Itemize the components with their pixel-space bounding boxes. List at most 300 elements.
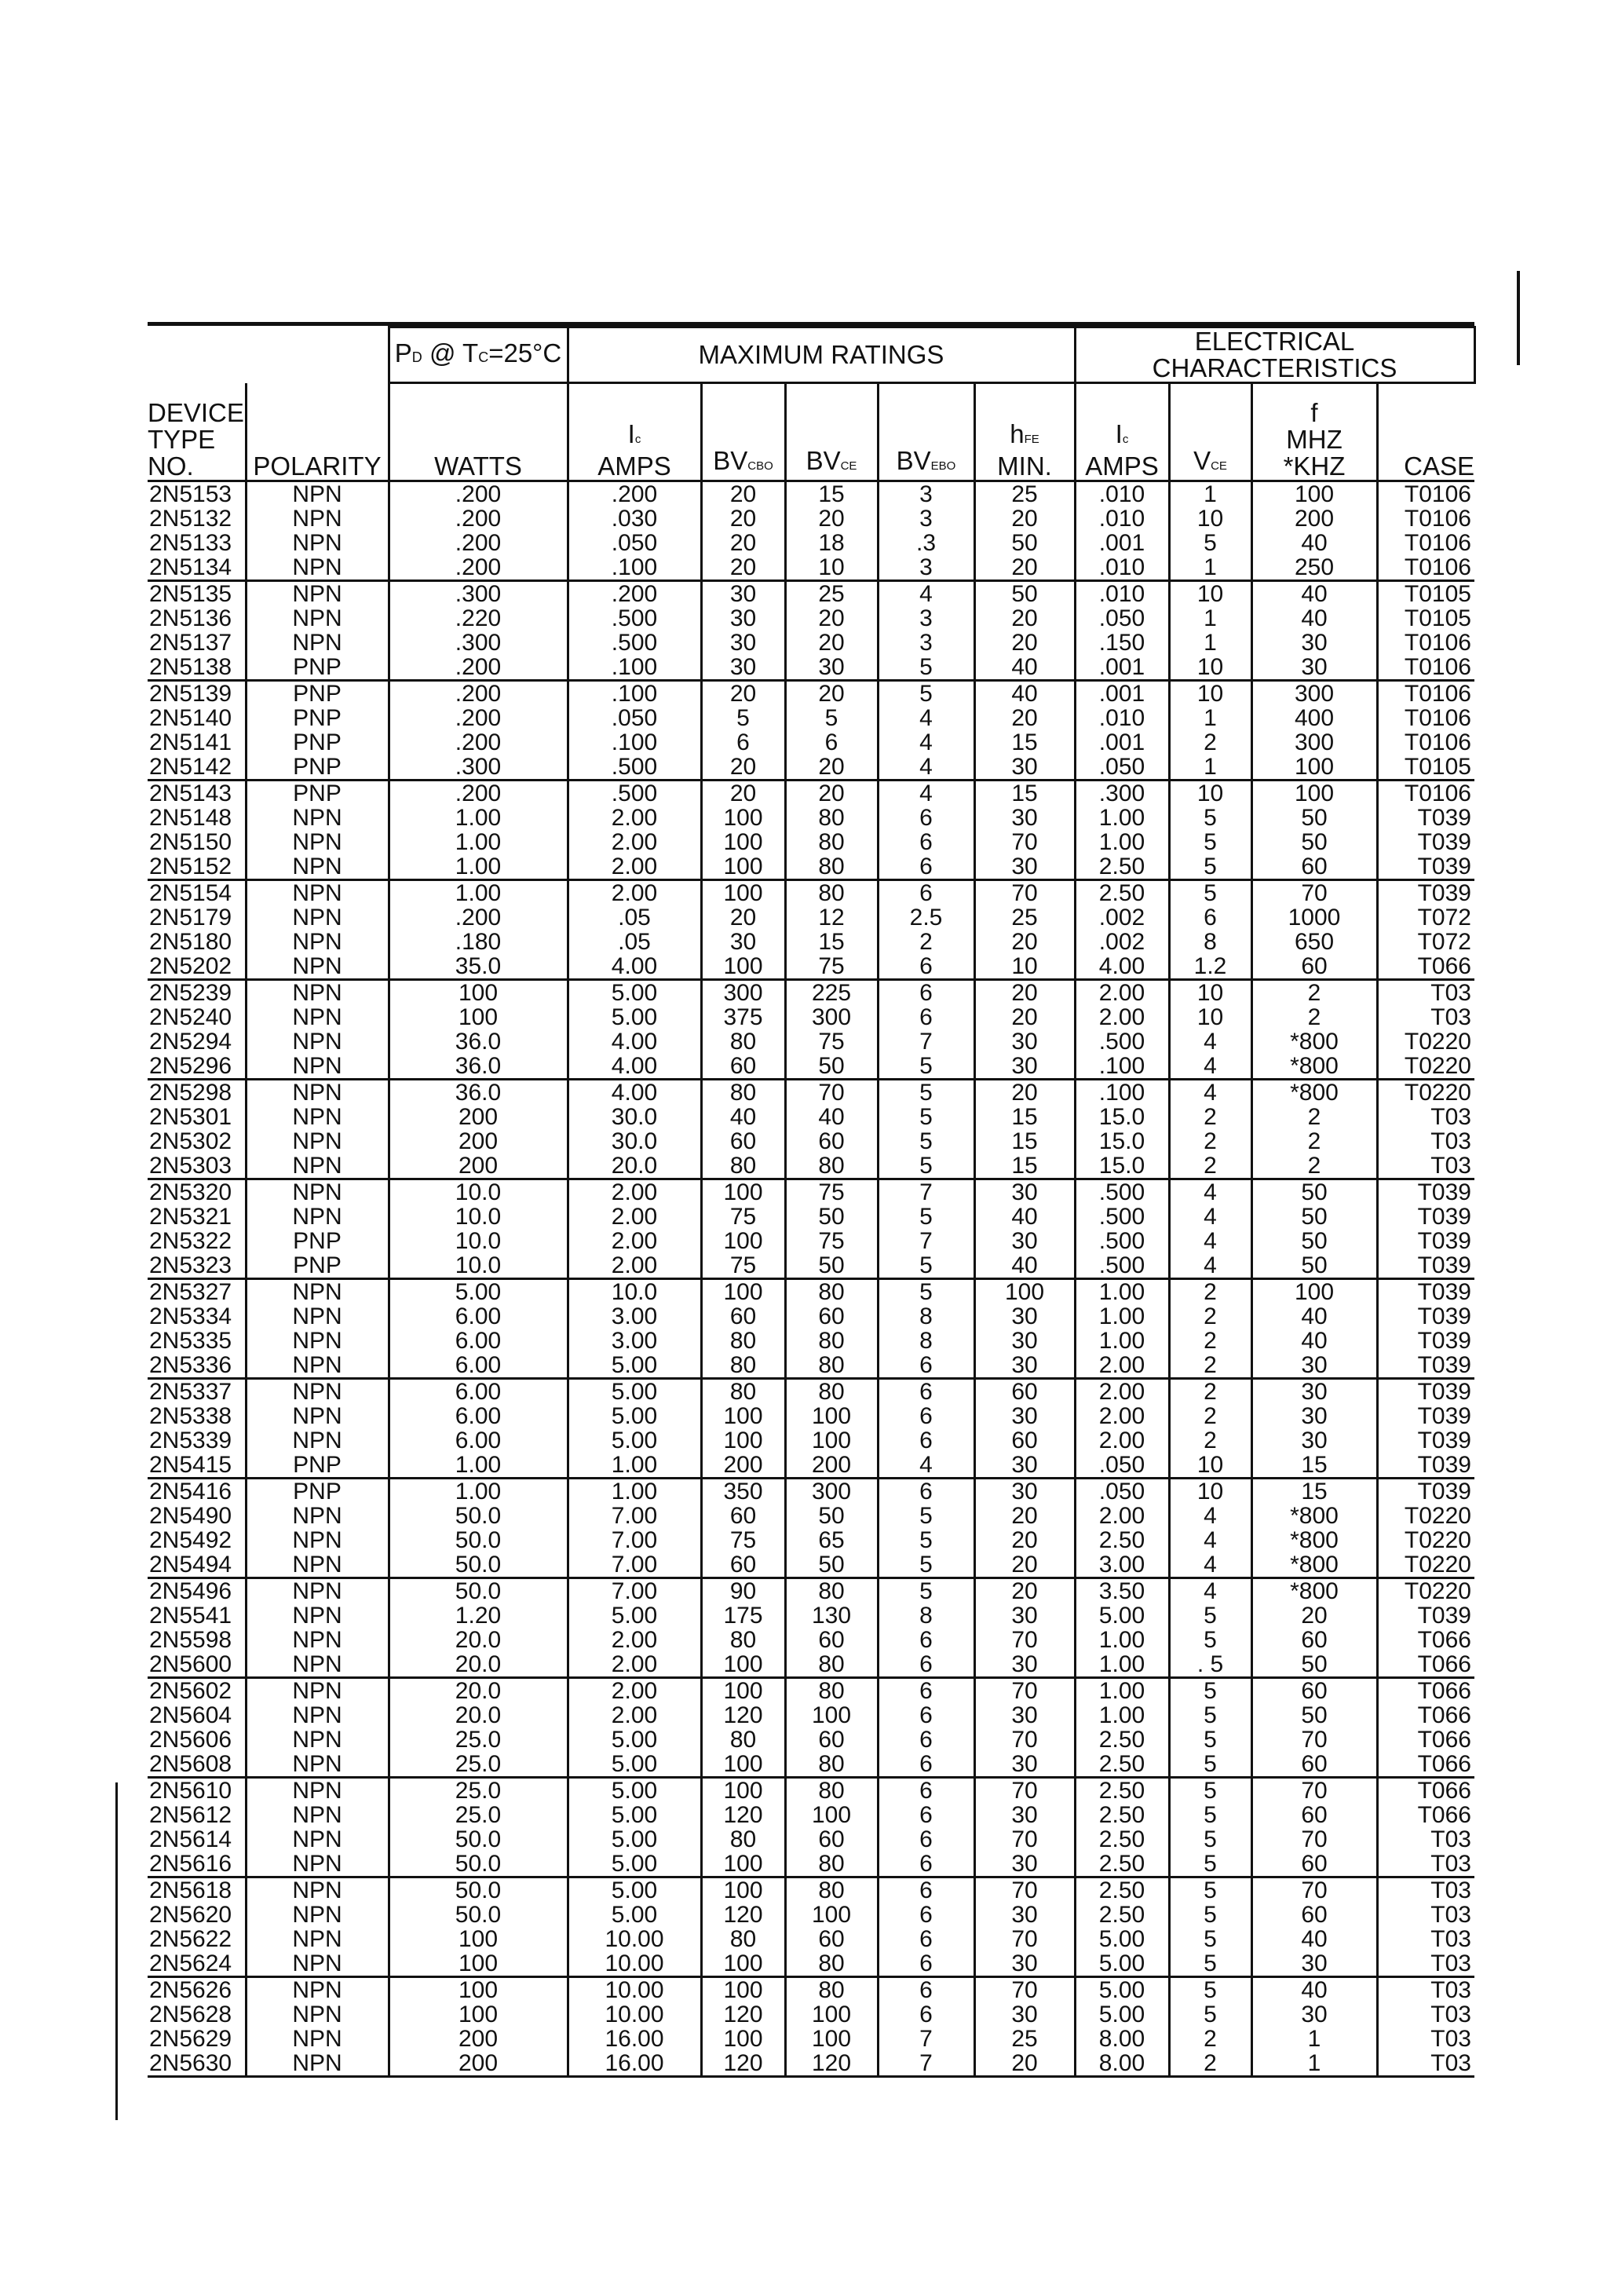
bvce-value: 300 xyxy=(811,1479,852,1504)
vce-cell xyxy=(1169,581,1251,681)
bvebo-cell xyxy=(878,1279,974,1379)
device-type-cell xyxy=(148,980,246,1080)
bvce-cell xyxy=(785,781,878,880)
polarity-value: NPN xyxy=(292,1029,342,1055)
device-type-value: 2N5610 xyxy=(149,1778,232,1804)
watts-cell xyxy=(389,481,568,581)
hfe-min-value: 30 xyxy=(1011,1228,1038,1254)
bvce-value: 80 xyxy=(818,854,845,879)
watts-value: 25.0 xyxy=(455,1778,502,1804)
device-type-value: 2N5153 xyxy=(149,481,232,507)
ic2-amps-value: .150 xyxy=(1098,630,1145,656)
case-value: T03 xyxy=(1430,1004,1471,1030)
hfe-min-value: 30 xyxy=(1011,2002,1038,2027)
bvce-cell xyxy=(785,1479,878,1578)
frequency-value: *800 xyxy=(1290,1503,1339,1529)
bvcbo-value: 175 xyxy=(723,1603,763,1629)
device-type-value: 2N5335 xyxy=(149,1328,232,1354)
polarity-cell xyxy=(246,1977,389,2077)
frequency-value: 70 xyxy=(1301,1778,1328,1804)
hfe-min-cell xyxy=(974,980,1075,1080)
frequency-value: 60 xyxy=(1301,1802,1328,1828)
polarity-value: NPN xyxy=(292,1877,342,1903)
device-type-value: 2N5327 xyxy=(149,1279,232,1305)
device-type-value: 2N5415 xyxy=(149,1452,232,1478)
ic-amps-value: .050 xyxy=(611,705,658,731)
table-row-group xyxy=(148,1977,1474,2077)
vce-cell xyxy=(1169,1778,1251,1877)
ic2-amps-value: .500 xyxy=(1098,1029,1145,1055)
case-value: T0106 xyxy=(1404,481,1471,507)
ic-amps-value: 4.00 xyxy=(611,1029,658,1055)
bvebo-cell xyxy=(878,1578,974,1678)
bvcbo-value: 20 xyxy=(729,506,757,532)
frequency-value: 2 xyxy=(1307,980,1321,1006)
frequency-value: 70 xyxy=(1301,1877,1328,1903)
frequency-value: *800 xyxy=(1290,1029,1339,1055)
ic2-amps-cell xyxy=(1075,1080,1169,1179)
vce-cell xyxy=(1169,1279,1251,1379)
ic2-amps-value: 5.00 xyxy=(1098,1926,1145,1952)
polarity-cell xyxy=(246,980,389,1080)
bvcbo-value: 375 xyxy=(723,1004,763,1030)
ic2-amps-value: 1.00 xyxy=(1098,1279,1145,1305)
ic2-amps-value: .500 xyxy=(1098,1179,1145,1205)
bvebo-value: 6 xyxy=(919,1826,933,1852)
hfe-min-value: 20 xyxy=(1011,980,1038,1006)
bvebo-cell xyxy=(878,1080,974,1179)
ic-amps-cell xyxy=(568,781,701,880)
polarity-value: NPN xyxy=(292,953,342,979)
bvce-value: 80 xyxy=(818,1578,845,1604)
polarity-value: NPN xyxy=(292,554,342,580)
polarity-value: NPN xyxy=(292,1951,342,1976)
polarity-value: NPN xyxy=(292,880,342,906)
bvebo-cell xyxy=(878,481,974,581)
hfe-min-cell xyxy=(974,1379,1075,1479)
bvcbo-cell xyxy=(701,980,785,1080)
polarity-value: NPN xyxy=(292,506,342,532)
bvebo-value: 5 xyxy=(919,1503,933,1529)
bvce-value: 60 xyxy=(818,1627,845,1653)
bvebo-value: 6 xyxy=(919,953,933,979)
bvce-value: 80 xyxy=(818,1153,845,1179)
bvcbo-value: 75 xyxy=(729,1204,757,1230)
bvce-value: 80 xyxy=(818,1678,845,1704)
case-value: T0220 xyxy=(1404,1503,1471,1529)
frequency-value: 1000 xyxy=(1288,905,1341,930)
ic2-amps-value: 4.00 xyxy=(1098,953,1145,979)
case-value: T03 xyxy=(1430,980,1471,1006)
ic-amps-cell xyxy=(568,1379,701,1479)
ic2-amps-value: .010 xyxy=(1098,506,1145,532)
bvce-value: 50 xyxy=(818,1252,845,1278)
device-type-value: 2N5294 xyxy=(149,1029,232,1055)
bvebo-cell xyxy=(878,880,974,980)
hfe-min-value: 70 xyxy=(1011,1977,1038,2003)
polarity-value: NPN xyxy=(292,1851,342,1877)
ic-amps-value: 2.00 xyxy=(611,829,658,855)
frequency-value: 300 xyxy=(1294,729,1335,755)
hfe-min-value: 30 xyxy=(1011,1029,1038,1055)
watts-value: 50.0 xyxy=(455,1826,502,1852)
ic-amps-value: .100 xyxy=(611,681,658,707)
ic2-amps-value: .500 xyxy=(1098,1252,1145,1278)
device-type-value: 2N5339 xyxy=(149,1428,232,1453)
case-value: T039 xyxy=(1417,1179,1471,1205)
polarity-value: NPN xyxy=(292,1128,342,1154)
case-value: T0106 xyxy=(1404,654,1471,680)
header-polarity: POLARITY xyxy=(246,383,389,481)
watts-value: 100 xyxy=(458,1951,499,1976)
watts-value: 36.0 xyxy=(455,1053,502,1079)
table-row-group xyxy=(148,1778,1474,1877)
device-type-value: 2N5323 xyxy=(149,1252,232,1278)
frequency-value: 60 xyxy=(1301,854,1328,879)
case-value: T039 xyxy=(1417,829,1471,855)
ic2-amps-value: 2.00 xyxy=(1098,1004,1145,1030)
frequency-value: 50 xyxy=(1301,1228,1328,1254)
frequency-value: 40 xyxy=(1301,1328,1328,1354)
hfe-min-value: 15 xyxy=(1011,781,1038,806)
polarity-value: NPN xyxy=(292,1678,342,1704)
device-type-cell xyxy=(148,781,246,880)
frequency-value: 650 xyxy=(1294,929,1335,955)
bvcbo-value: 120 xyxy=(723,1802,763,1828)
polarity-value: PNP xyxy=(293,781,342,806)
ic-amps-value: 5.00 xyxy=(611,1851,658,1877)
device-type-value: 2N5606 xyxy=(149,1727,232,1753)
bvcbo-value: 80 xyxy=(729,1080,757,1106)
hfe-min-value: 70 xyxy=(1011,1727,1038,1753)
polarity-value: NPN xyxy=(292,1403,342,1429)
polarity-value: PNP xyxy=(293,754,342,780)
ic2-amps-value: .050 xyxy=(1098,605,1145,631)
case-value: T0106 xyxy=(1404,681,1471,707)
case-value: T0106 xyxy=(1404,554,1471,580)
frequency-value: 40 xyxy=(1301,1977,1328,2003)
bvebo-cell xyxy=(878,1479,974,1578)
ic2-amps-value: .001 xyxy=(1098,654,1145,680)
device-type-value: 2N5139 xyxy=(149,681,232,707)
header-electrical-characteristics: ELECTRICAL CHARACTERISTICS xyxy=(1075,327,1474,383)
ic-amps-value: .200 xyxy=(611,481,658,507)
hfe-min-value: 30 xyxy=(1011,1179,1038,1205)
case-value: T03 xyxy=(1430,1104,1471,1130)
bvebo-value: 6 xyxy=(919,1802,933,1828)
case-value: T039 xyxy=(1417,1379,1471,1405)
case-value: T0220 xyxy=(1404,1527,1471,1553)
bvebo-value: 5 xyxy=(919,1578,933,1604)
hfe-min-value: 100 xyxy=(1004,1279,1045,1305)
hfe-min-value: 25 xyxy=(1011,2026,1038,2052)
ic-amps-value: 5.00 xyxy=(611,1826,658,1852)
watts-value: 25.0 xyxy=(455,1727,502,1753)
watts-value: 100 xyxy=(458,2002,499,2027)
bvce-value: 15 xyxy=(818,481,845,507)
device-type-value: 2N5608 xyxy=(149,1751,232,1777)
frequency-value: 30 xyxy=(1301,1428,1328,1453)
case-value: T03 xyxy=(1430,2026,1471,2052)
watts-value: 10.0 xyxy=(455,1204,502,1230)
watts-value: 200 xyxy=(458,1128,499,1154)
vce-value: 6 xyxy=(1204,905,1217,930)
hfe-min-value: 20 xyxy=(1011,1503,1038,1529)
bvce-cell xyxy=(785,1379,878,1479)
case-value: T0106 xyxy=(1404,506,1471,532)
bvce-value: 80 xyxy=(818,829,845,855)
watts-value: 35.0 xyxy=(455,953,502,979)
case-value: T03 xyxy=(1430,1926,1471,1952)
bvcbo-value: 5 xyxy=(736,705,750,731)
vce-value: 4 xyxy=(1204,1578,1217,1604)
watts-value: 50.0 xyxy=(455,1851,502,1877)
polarity-value: NPN xyxy=(292,1926,342,1952)
frequency-value: 20 xyxy=(1301,1603,1328,1629)
ic2-amps-value: 8.00 xyxy=(1098,2050,1145,2076)
bvebo-value: 6 xyxy=(919,1651,933,1677)
vce-value: 2 xyxy=(1204,1379,1217,1405)
vce-value: 10 xyxy=(1196,581,1224,607)
bvebo-cell xyxy=(878,1977,974,2077)
bvcbo-value: 20 xyxy=(729,530,757,556)
bvebo-value: 6 xyxy=(919,1479,933,1504)
bvebo-value: 4 xyxy=(919,781,933,806)
hfe-min-value: 15 xyxy=(1011,1153,1038,1179)
case-value: T039 xyxy=(1417,854,1471,879)
bvcbo-value: 60 xyxy=(729,1552,757,1578)
polarity-value: NPN xyxy=(292,1503,342,1529)
bvce-value: 12 xyxy=(818,905,845,930)
bvce-cell xyxy=(785,1578,878,1678)
bvebo-cell xyxy=(878,1778,974,1877)
bvce-value: 60 xyxy=(818,1826,845,1852)
bvcbo-value: 30 xyxy=(729,581,757,607)
hfe-min-value: 30 xyxy=(1011,854,1038,879)
bvcbo-value: 120 xyxy=(723,2002,763,2027)
frequency-cell xyxy=(1251,1977,1377,2077)
frequency-value: 30 xyxy=(1301,1352,1328,1378)
watts-cell xyxy=(389,1379,568,1479)
bvcbo-value: 350 xyxy=(723,1479,763,1504)
polarity-value: PNP xyxy=(293,1479,342,1504)
ic2-amps-value: 2.50 xyxy=(1098,1826,1145,1852)
case-value: T03 xyxy=(1430,2050,1471,2076)
case-value: T0106 xyxy=(1404,530,1471,556)
bvebo-value: 6 xyxy=(919,1678,933,1704)
ic2-amps-value: .100 xyxy=(1098,1053,1145,1079)
vce-value: 2 xyxy=(1204,2050,1217,2076)
ic2-amps-value: .100 xyxy=(1098,1080,1145,1106)
bvce-value: 30 xyxy=(818,654,845,680)
bvcbo-value: 100 xyxy=(723,1651,763,1677)
vce-value: 1 xyxy=(1204,554,1217,580)
case-value: T0220 xyxy=(1404,1029,1471,1055)
ic-amps-value: 5.00 xyxy=(611,1902,658,1928)
device-type-value: 2N5337 xyxy=(149,1379,232,1405)
bvce-cell xyxy=(785,1877,878,1977)
bvcbo-value: 6 xyxy=(736,729,750,755)
frequency-value: 70 xyxy=(1301,1826,1328,1852)
vce-value: 4 xyxy=(1204,1179,1217,1205)
header-device-type: DEVICE TYPE NO. xyxy=(148,398,244,481)
watts-value: 10.0 xyxy=(455,1228,502,1254)
bvebo-value: 6 xyxy=(919,1403,933,1429)
case-value: T039 xyxy=(1417,805,1471,831)
device-type-value: 2N5416 xyxy=(149,1479,232,1504)
case-value: T066 xyxy=(1417,1702,1471,1728)
hfe-min-value: 40 xyxy=(1011,654,1038,680)
bvce-cell xyxy=(785,1279,878,1379)
watts-value: 36.0 xyxy=(455,1029,502,1055)
frequency-cell xyxy=(1251,1778,1377,1877)
hfe-min-cell xyxy=(974,1977,1075,2077)
bvcbo-value: 20 xyxy=(729,481,757,507)
bvebo-value: 7 xyxy=(919,1029,933,1055)
header-bvebo: BVEBO xyxy=(878,383,974,481)
bvebo-value: 4 xyxy=(919,754,933,780)
frequency-value: 50 xyxy=(1301,1252,1328,1278)
device-type-cell xyxy=(148,581,246,681)
device-type-value: 2N5492 xyxy=(149,1527,232,1553)
case-value: T072 xyxy=(1417,929,1471,955)
ic-amps-cell xyxy=(568,1479,701,1578)
frequency-value: 40 xyxy=(1301,581,1328,607)
hfe-min-value: 30 xyxy=(1011,805,1038,831)
ic2-amps-value: 2.50 xyxy=(1098,1877,1145,1903)
device-type-value: 2N5604 xyxy=(149,1702,232,1728)
watts-value: .200 xyxy=(455,481,502,507)
bvebo-value: 7 xyxy=(919,1179,933,1205)
frequency-cell xyxy=(1251,581,1377,681)
bvcbo-value: 30 xyxy=(729,929,757,955)
bvebo-value: 5 xyxy=(919,1080,933,1106)
bvce-value: 100 xyxy=(811,1428,852,1453)
case-cell xyxy=(1377,681,1474,781)
ic-amps-value: 5.00 xyxy=(611,1352,658,1378)
device-type-value: 2N5334 xyxy=(149,1303,232,1329)
ic-amps-cell xyxy=(568,1179,701,1279)
watts-cell xyxy=(389,781,568,880)
device-type-value: 2N5494 xyxy=(149,1552,232,1578)
watts-value: 6.00 xyxy=(455,1403,502,1429)
polarity-value: PNP xyxy=(293,654,342,680)
ic2-amps-value: 2.00 xyxy=(1098,1379,1145,1405)
polarity-value: NPN xyxy=(292,1428,342,1453)
device-type-cell xyxy=(148,1578,246,1678)
device-type-value: 2N5321 xyxy=(149,1204,232,1230)
bvcbo-value: 80 xyxy=(729,1153,757,1179)
bvebo-cell xyxy=(878,781,974,880)
bvebo-value: 8 xyxy=(919,1328,933,1354)
bvce-value: 100 xyxy=(811,1802,852,1828)
watts-value: .300 xyxy=(455,630,502,656)
bvcbo-value: 100 xyxy=(723,1951,763,1976)
ic-amps-value: 5.00 xyxy=(611,1751,658,1777)
ic2-amps-value: 2.50 xyxy=(1098,1778,1145,1804)
hfe-min-value: 60 xyxy=(1011,1379,1038,1405)
bvebo-value: 4 xyxy=(919,705,933,731)
device-type-value: 2N5620 xyxy=(149,1902,232,1928)
ic2-amps-value: 1.00 xyxy=(1098,805,1145,831)
hfe-min-value: 60 xyxy=(1011,1428,1038,1453)
hfe-min-cell xyxy=(974,1479,1075,1578)
header-power-group: PD @ TC=25°C xyxy=(389,327,568,383)
bvebo-value: 6 xyxy=(919,1428,933,1453)
hfe-min-value: 20 xyxy=(1011,630,1038,656)
ic2-amps-value: 3.00 xyxy=(1098,1552,1145,1578)
hfe-min-cell xyxy=(974,1578,1075,1678)
case-value: T03 xyxy=(1430,1826,1471,1852)
watts-value: 100 xyxy=(458,1977,499,2003)
bvcbo-value: 80 xyxy=(729,1627,757,1653)
vce-cell xyxy=(1169,1479,1251,1578)
vce-value: 4 xyxy=(1204,1053,1217,1079)
watts-value: 10.0 xyxy=(455,1252,502,1278)
bvcbo-value: 100 xyxy=(723,880,763,906)
frequency-value: 2 xyxy=(1307,1128,1321,1154)
frequency-value: 50 xyxy=(1301,1204,1328,1230)
frequency-value: *800 xyxy=(1290,1080,1339,1106)
header-ic-amps: Ic AMPS xyxy=(568,383,701,481)
ic-amps-value: 1.00 xyxy=(611,1452,658,1478)
device-type-value: 2N5202 xyxy=(149,953,232,979)
device-type-value: 2N5154 xyxy=(149,880,232,906)
bvce-value: 50 xyxy=(818,1053,845,1079)
header-maximum-ratings: MAXIMUM RATINGS xyxy=(568,327,1075,383)
ic2-amps-value: 2.50 xyxy=(1098,854,1145,879)
bvcbo-cell xyxy=(701,681,785,781)
watts-value: 100 xyxy=(458,1926,499,1952)
polarity-cell xyxy=(246,681,389,781)
ic2-amps-cell xyxy=(1075,481,1169,581)
watts-value: .200 xyxy=(455,530,502,556)
polarity-cell xyxy=(246,1877,389,1977)
vce-value: 1.2 xyxy=(1193,953,1227,979)
bvce-cell xyxy=(785,880,878,980)
ic-amps-value: 3.00 xyxy=(611,1328,658,1354)
hfe-min-value: 50 xyxy=(1011,530,1038,556)
polarity-value: NPN xyxy=(292,1527,342,1553)
polarity-value: NPN xyxy=(292,605,342,631)
bvce-value: 80 xyxy=(818,1877,845,1903)
frequency-value: 50 xyxy=(1301,805,1328,831)
polarity-value: NPN xyxy=(292,905,342,930)
ic-amps-value: 10.00 xyxy=(605,2002,664,2027)
bvcbo-cell xyxy=(701,781,785,880)
bvebo-value: 5 xyxy=(919,1279,933,1305)
polarity-value: NPN xyxy=(292,1303,342,1329)
ic2-amps-value: .001 xyxy=(1098,530,1145,556)
bvcbo-value: 60 xyxy=(729,1128,757,1154)
header-hfe-min: hFE MIN. xyxy=(974,383,1075,481)
bvcbo-cell xyxy=(701,1479,785,1578)
bvebo-cell xyxy=(878,681,974,781)
ic-amps-value: 30.0 xyxy=(611,1104,658,1130)
vce-value: 5 xyxy=(1204,1977,1217,2003)
bvebo-value: 7 xyxy=(919,1228,933,1254)
device-type-value: 2N5137 xyxy=(149,630,232,656)
hfe-min-value: 20 xyxy=(1011,554,1038,580)
hfe-min-value: 30 xyxy=(1011,1053,1038,1079)
case-value: T066 xyxy=(1417,1678,1471,1704)
ic-amps-value: .500 xyxy=(611,781,658,806)
ic2-amps-cell xyxy=(1075,1279,1169,1379)
table-row-group xyxy=(148,980,1474,1080)
hfe-min-value: 20 xyxy=(1011,605,1038,631)
bvebo-value: 5 xyxy=(919,654,933,680)
bvce-value: 80 xyxy=(818,1352,845,1378)
